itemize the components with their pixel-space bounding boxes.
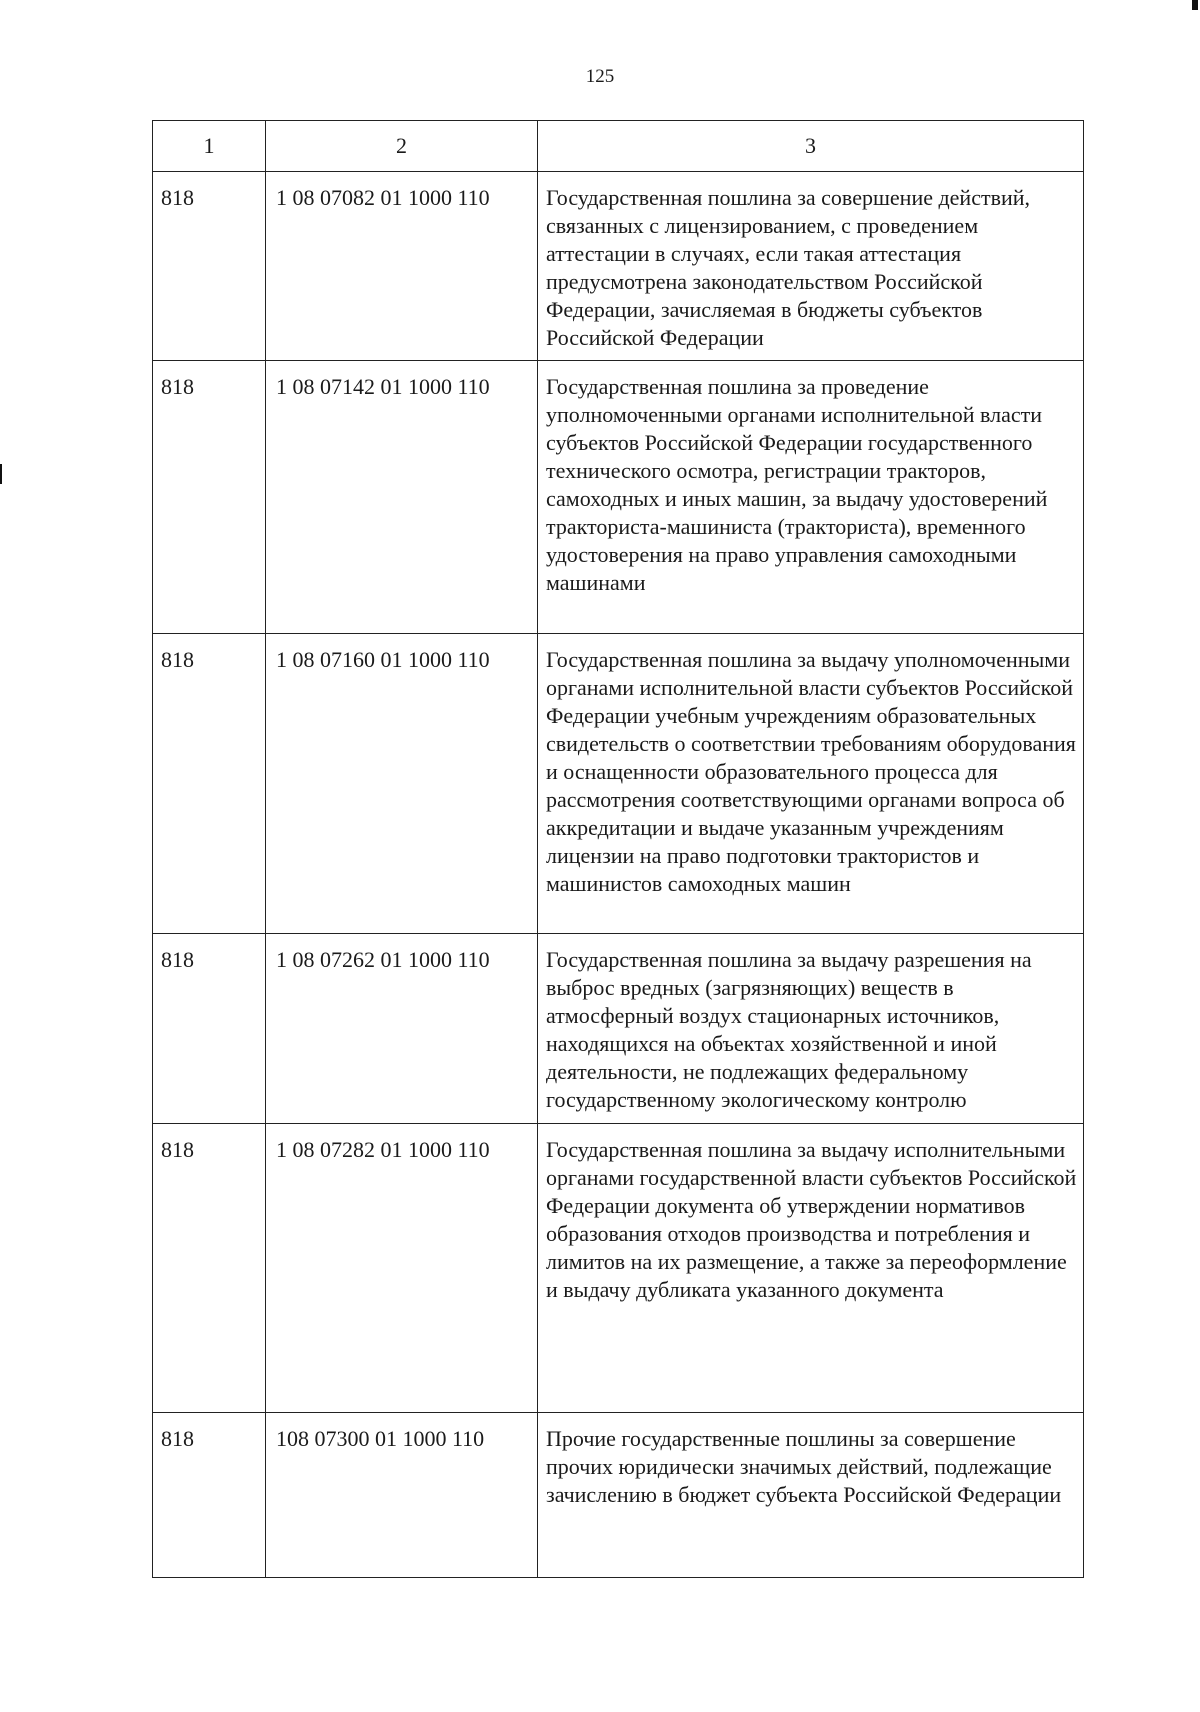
table-row <box>153 1124 1084 1413</box>
column-header: 3 <box>538 121 1084 172</box>
table-row <box>153 172 1084 361</box>
description-cell: Государственная пошлина за совершение действий, связанных с лицензированием, с проведением аттестации в случаях, если такая аттестация предусмотрена законодательством Российской Федерации, зачисляемая в бюджеты субъектов Российской Федерации <box>538 172 1084 361</box>
description-cell: Прочие государственные пошлины за совершение прочих юридически значимых действий, подлежащие зачислению в бюджет субъекта Российской Федерации <box>538 1413 1084 1578</box>
column-header: 2 <box>266 121 538 172</box>
description-cell: Государственная пошлина за выдачу исполнительными органами государственной власти субъектов Российской Федерации документа об утверждении нормативов образования отходов производства и потребления и лимитов на их размещение, а также за переоформление и выдачу дубликата указанного документа <box>538 1124 1084 1413</box>
column-header: 1 <box>153 121 266 172</box>
table-row <box>153 634 1084 934</box>
budget-code-cell: 1 08 07262 01 1000 110 <box>266 934 538 1124</box>
description-cell: Государственная пошлина за выдачу уполномоченными органами исполнительной власти субъектов Российской Федерации учебным учреждениям образовательных свидетельств о соответствии требованиям оборудования и оснащенности образовательного процесса для рассмотрения соответствующими органами вопроса об аккредитации и выдаче указанным учреждениям лицензии на право подготовки трактористов и машинистов самоходных машин <box>538 634 1084 934</box>
budget-code-cell: 1 08 07082 01 1000 110 <box>266 172 538 361</box>
table-row <box>153 1413 1084 1578</box>
admin-code-cell: 818 <box>153 1413 266 1578</box>
description-cell: Государственная пошлина за выдачу разрешения на выброс вредных (загрязняющих) веществ в атмосферный воздух стационарных источников, находящихся на объектах хозяйственной и иной деятельности, не подлежащих федеральному государственному экологическому контролю <box>538 934 1084 1124</box>
table-row <box>153 934 1084 1124</box>
admin-code-cell: 818 <box>153 934 266 1124</box>
table-row <box>153 361 1084 634</box>
scan-edge-mark <box>0 464 2 484</box>
admin-code-cell: 818 <box>153 172 266 361</box>
admin-code-cell: 818 <box>153 1124 266 1413</box>
admin-code-cell: 818 <box>153 634 266 934</box>
table-header-row <box>153 121 1084 172</box>
scan-edge-mark <box>1192 0 1198 10</box>
admin-code-cell: 818 <box>153 361 266 634</box>
budget-code-cell: 1 08 07160 01 1000 110 <box>266 634 538 934</box>
page-number: 125 <box>585 66 615 87</box>
budget-code-cell: 1 08 07142 01 1000 110 <box>266 361 538 634</box>
document-table <box>152 120 1084 1578</box>
budget-code-cell: 108 07300 01 1000 110 <box>266 1413 538 1578</box>
description-cell: Государственная пошлина за проведение уполномоченными органами исполнительной власти субъектов Российской Федерации государственного технического осмотра, регистрации тракторов, самоходных и иных машин, за выдачу удостоверений тракториста-машиниста (тракториста), временного удостоверения на право управления самоходными машинами <box>538 361 1084 634</box>
budget-code-cell: 1 08 07282 01 1000 110 <box>266 1124 538 1413</box>
